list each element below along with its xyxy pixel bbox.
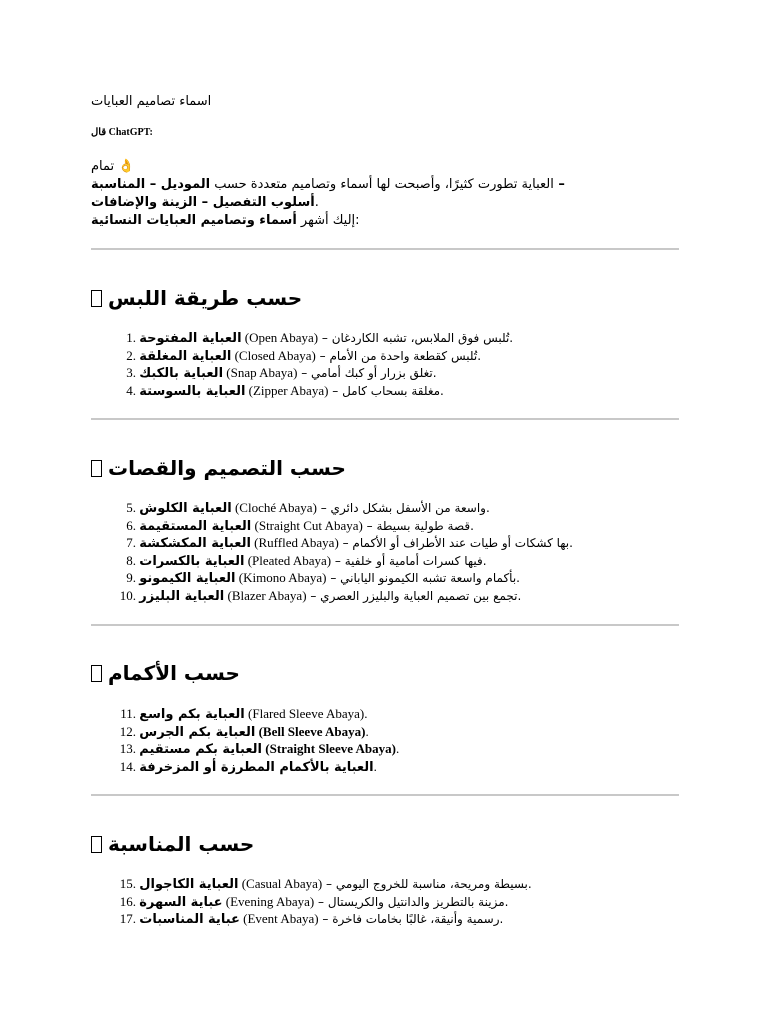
section-list-sleeves	[91, 705, 679, 775]
emoji-box-icon	[91, 665, 102, 682]
list-item: 5. العباية الكلوش (Cloché Abaya) – واسعة من الأسفل بشكل دائري.	[126, 500, 490, 516]
emoji-box-icon	[91, 290, 102, 307]
document-title: اسماء تصاميم العبايات	[91, 94, 212, 109]
section-list-occasion	[91, 875, 679, 928]
section-title-sleeves: حسب الأكمام	[91, 661, 240, 685]
list-item: 17. عباية المناسبات (Event Abaya) – رسمية وأنيقة، غالبًا بخامات فاخرة.	[119, 911, 504, 928]
section-title-occasion: حسب المناسبة	[91, 832, 254, 856]
list-item: 10. العباية البليزر (Blazer Abaya) – تجمع بين تصميم العباية والبليزر العصري.	[119, 587, 522, 604]
list-item: 1. العباية المفتوحة (Open Abaya) – تُلبس فوق الملابس، تشبه الكاردغان.	[126, 330, 514, 346]
emoji-box-icon	[91, 460, 102, 477]
divider-1	[91, 248, 679, 250]
intro-line-1: تمام 👌	[91, 159, 135, 174]
list-item: 9. العباية الكيمونو (Kimono Abaya) – بأكمام واسعة تشبه الكيمونو الياباني.	[126, 570, 520, 587]
list-item: 15. العباية الكاجوال (Casual Abaya) – بسيطة ومريحة، مناسبة للخروج اليومي.	[119, 876, 532, 892]
list-item: 2. العباية المغلقة (Closed Abaya) – تُلبس كقطعة واحدة من الأمام.	[126, 347, 482, 364]
intro-line-2: العباية تطورت كثيرًا، وأصبحت لها أسماء وتصاميم متعددة حسب الموديل – المناسبة –	[91, 177, 565, 192]
intro-line-3: أسلوب التفصيل – الزينة والإضافات.	[91, 195, 319, 210]
section-title-design-cuts: حسب التصميم والقصات	[91, 456, 346, 480]
list-item: 6. العباية المستقيمة (Straight Cut Abaya) – قصة طولية بسيطة.	[126, 517, 474, 534]
list-item: 16. عباية السهرة (Evening Abaya) – مزينة بالتطريز والدانتيل والكريستال.	[119, 893, 509, 910]
divider-2	[91, 418, 679, 420]
intro-paragraph	[91, 158, 565, 230]
list-item: 14. العباية بالأكمام المطرزة أو المزخرفة.	[119, 758, 377, 775]
emoji-box-icon	[91, 836, 102, 853]
divider-4	[91, 794, 679, 796]
speaker-label: قال ChatGPT:	[91, 127, 153, 138]
list-item: 13. العباية بكم مستقيم (Straight Sleeve Abaya).	[119, 741, 400, 758]
list-item: 4. العباية بالسوستة (Zipper Abaya) – مغلقة بسحاب كامل.	[126, 382, 444, 399]
section-list-dressing-method	[91, 329, 679, 399]
section-list-design-cuts	[91, 499, 679, 605]
divider-3	[91, 624, 679, 626]
list-item: 11. العباية بكم واسع (Flared Sleeve Abaya).	[120, 706, 368, 722]
list-item: 8. العباية بالكسرات (Pleated Abaya) – فيها كسرات أمامية أو خلفية.	[126, 552, 487, 569]
list-item: 7. العباية المكشكشة (Ruffled Abaya) – بها كشكات أو طيات عند الأطراف أو الأكمام.	[126, 535, 573, 552]
section-title-dressing-method: حسب طريقة اللبس	[91, 286, 302, 310]
list-item: 12. العباية بكم الجرس (Bell Sleeve Abaya).	[119, 723, 369, 740]
list-item: 3. العباية بالكبك (Snap Abaya) – تغلق بزرار أو كبك أمامي.	[126, 365, 437, 382]
intro-line-4: إليك أشهر أسماء وتصاميم العبايات النسائية :	[91, 213, 360, 228]
